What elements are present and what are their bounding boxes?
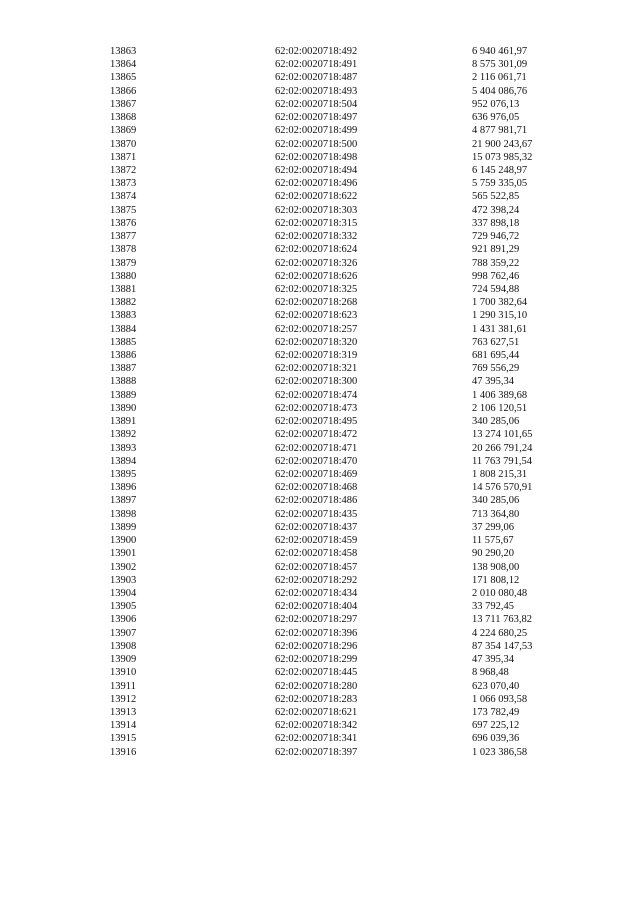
cadastral-value-cell: 90 290,20 [472, 548, 514, 560]
table-row [110, 138, 582, 151]
row-number-cell: 13892 [110, 429, 137, 441]
row-number-cell: 13864 [110, 59, 137, 71]
cadastral-value-cell: 681 695,44 [472, 350, 520, 362]
cadastral-value-cell: 729 946,72 [472, 231, 520, 243]
row-number-cell: 13868 [110, 112, 137, 124]
cadastral-value-cell: 15 073 985,32 [472, 151, 533, 163]
table-row [110, 111, 582, 124]
cadastral-number-cell: 62:02:0020718:332 [275, 231, 358, 243]
row-number-cell: 13879 [110, 257, 137, 269]
row-number-cell: 13895 [110, 469, 137, 480]
table-row [110, 587, 582, 600]
cadastral-value-cell: 1 066 093,58 [472, 693, 528, 705]
row-number-cell: 13908 [110, 640, 137, 652]
table-row [110, 547, 582, 560]
row-number-cell: 13887 [110, 363, 137, 375]
cadastral-value-cell: 4 224 680,25 [472, 627, 528, 639]
row-number-cell: 13882 [110, 297, 137, 309]
cadastral-value-table [110, 45, 582, 759]
cadastral-value-cell: 1 808 215,31 [472, 469, 528, 480]
table-row [110, 455, 582, 468]
table-row [110, 349, 582, 362]
cadastral-number-cell: 62:02:0020718:435 [275, 508, 358, 520]
row-number-cell: 13898 [110, 508, 137, 520]
table-row [110, 481, 582, 494]
cadastral-value-cell: 11 575,67 [472, 535, 514, 547]
cadastral-number-cell: 62:02:0020718:292 [275, 574, 358, 586]
cadastral-number-cell: 62:02:0020718:434 [275, 587, 358, 599]
cadastral-number-cell: 62:02:0020718:397 [275, 746, 358, 758]
table-row [110, 561, 582, 574]
row-number-cell: 13880 [110, 270, 137, 282]
cadastral-value-cell: 20 266 791,24 [472, 442, 533, 454]
table-row [110, 574, 582, 587]
table-row [110, 389, 582, 402]
cadastral-number-cell: 62:02:0020718:280 [275, 680, 358, 692]
cadastral-number-cell: 62:02:0020718:319 [275, 350, 358, 362]
cadastral-value-cell: 952 076,13 [472, 98, 520, 110]
table-row [110, 270, 582, 283]
cadastral-number-cell: 62:02:0020718:623 [275, 310, 358, 322]
table-row [110, 283, 582, 296]
cadastral-number-cell: 62:02:0020718:341 [275, 733, 358, 745]
row-number-cell: 13894 [110, 455, 137, 467]
table-row [110, 336, 582, 349]
cadastral-value-cell: 763 627,51 [472, 336, 520, 348]
cadastral-number-cell: 62:02:0020718:486 [275, 495, 358, 507]
table-row [110, 653, 582, 666]
table-row [110, 402, 582, 415]
table-row [110, 521, 582, 534]
row-number-cell: 13888 [110, 376, 137, 388]
cadastral-number-cell: 62:02:0020718:315 [275, 217, 358, 229]
cadastral-number-cell: 62:02:0020718:495 [275, 416, 358, 428]
cadastral-value-cell: 5 759 335,05 [472, 178, 528, 190]
row-number-cell: 13876 [110, 217, 137, 229]
row-number-cell: 13905 [110, 601, 137, 613]
table-row [110, 71, 582, 84]
cadastral-number-cell: 62:02:0020718:499 [275, 125, 358, 137]
row-number-cell: 13899 [110, 521, 137, 533]
cadastral-value-cell: 11 763 791,54 [472, 455, 532, 467]
cadastral-number-cell: 62:02:0020718:471 [275, 442, 358, 454]
row-number-cell: 13893 [110, 442, 137, 454]
table-body [110, 45, 582, 759]
cadastral-value-cell: 1 700 382,64 [472, 297, 528, 309]
cadastral-value-cell: 1 406 389,68 [472, 389, 528, 401]
cadastral-value-cell: 21 900 243,67 [472, 138, 533, 150]
cadastral-number-cell: 62:02:0020718:624 [275, 244, 358, 256]
cadastral-number-cell: 62:02:0020718:487 [275, 72, 358, 84]
cadastral-number-cell: 62:02:0020718:297 [275, 614, 358, 626]
cadastral-number-cell: 62:02:0020718:494 [275, 164, 358, 176]
row-number-cell: 13915 [110, 733, 137, 745]
cadastral-number-cell: 62:02:0020718:459 [275, 535, 358, 547]
table-row [110, 706, 582, 719]
cadastral-number-cell: 62:02:0020718:626 [275, 270, 358, 282]
cadastral-value-cell: 788 359,22 [472, 257, 520, 269]
row-number-cell: 13911 [110, 680, 136, 692]
row-number-cell: 13890 [110, 402, 137, 414]
row-number-cell: 13906 [110, 614, 137, 626]
table-row [110, 362, 582, 375]
row-number-cell: 13889 [110, 389, 137, 401]
cadastral-value-cell: 33 792,45 [472, 601, 514, 613]
table-row [110, 296, 582, 309]
table-row [110, 746, 582, 759]
cadastral-number-cell: 62:02:0020718:342 [275, 720, 358, 732]
cadastral-value-cell: 769 556,29 [472, 363, 520, 375]
table-row [110, 98, 582, 111]
row-number-cell: 13871 [110, 151, 137, 163]
row-number-cell: 13885 [110, 336, 137, 348]
table-row [110, 600, 582, 613]
cadastral-number-cell: 62:02:0020718:493 [275, 85, 358, 97]
row-number-cell: 13863 [110, 46, 137, 57]
row-number-cell: 13866 [110, 85, 137, 97]
cadastral-value-cell: 13 274 101,65 [472, 429, 533, 441]
cadastral-value-cell: 1 431 381,61 [472, 323, 528, 335]
cadastral-value-cell: 47 395,34 [472, 654, 514, 666]
cadastral-number-cell: 62:02:0020718:437 [275, 521, 358, 533]
cadastral-value-cell: 6 940 461,97 [472, 46, 528, 57]
table-row [110, 309, 582, 322]
cadastral-value-cell: 6 145 248,97 [472, 164, 528, 176]
table-row [110, 58, 582, 71]
table-row [110, 151, 582, 164]
cadastral-value-cell: 713 364,80 [472, 508, 520, 520]
table-row [110, 508, 582, 521]
cadastral-value-cell: 8 968,48 [472, 667, 509, 679]
row-number-cell: 13891 [110, 416, 137, 428]
row-number-cell: 13913 [110, 706, 137, 718]
table-row [110, 732, 582, 745]
table-row [110, 164, 582, 177]
cadastral-value-cell: 724 594,88 [472, 283, 520, 295]
cadastral-value-cell: 2 010 080,48 [472, 587, 528, 599]
row-number-cell: 13916 [110, 746, 137, 758]
cadastral-value-cell: 998 762,46 [472, 270, 520, 282]
cadastral-number-cell: 62:02:0020718:457 [275, 561, 358, 573]
table-row [110, 190, 582, 203]
cadastral-value-cell: 636 976,05 [472, 112, 520, 124]
row-number-cell: 13869 [110, 125, 137, 137]
table-row [110, 375, 582, 388]
cadastral-number-cell: 62:02:0020718:300 [275, 376, 358, 388]
cadastral-number-cell: 62:02:0020718:500 [275, 138, 358, 150]
cadastral-value-cell: 87 354 147,53 [472, 640, 533, 652]
row-number-cell: 13896 [110, 482, 137, 494]
row-number-cell: 13870 [110, 138, 137, 150]
table-row [110, 613, 582, 626]
row-number-cell: 13875 [110, 204, 137, 216]
cadastral-value-cell: 173 782,49 [472, 706, 520, 718]
table-row [110, 680, 582, 693]
cadastral-number-cell: 62:02:0020718:492 [275, 46, 358, 57]
cadastral-value-cell: 171 808,12 [472, 574, 520, 586]
cadastral-value-cell: 565 522,85 [472, 191, 520, 203]
table-row [110, 534, 582, 547]
cadastral-number-cell: 62:02:0020718:498 [275, 151, 358, 163]
cadastral-value-cell: 1 290 315,10 [472, 310, 528, 322]
cadastral-number-cell: 62:02:0020718:268 [275, 297, 358, 309]
table-row [110, 85, 582, 98]
row-number-cell: 13907 [110, 627, 137, 639]
table-row [110, 442, 582, 455]
cadastral-number-cell: 62:02:0020718:470 [275, 455, 358, 467]
cadastral-number-cell: 62:02:0020718:325 [275, 283, 358, 295]
row-number-cell: 13901 [110, 548, 137, 560]
table-row [110, 217, 582, 230]
row-number-cell: 13873 [110, 178, 137, 190]
row-number-cell: 13878 [110, 244, 137, 256]
cadastral-value-cell: 4 877 981,71 [472, 125, 528, 137]
cadastral-number-cell: 62:02:0020718:283 [275, 693, 358, 705]
cadastral-value-cell: 697 225,12 [472, 720, 520, 732]
row-number-cell: 13872 [110, 164, 137, 176]
table-row [110, 428, 582, 441]
cadastral-number-cell: 62:02:0020718:504 [275, 98, 358, 110]
cadastral-number-cell: 62:02:0020718:472 [275, 429, 358, 441]
row-number-cell: 13903 [110, 574, 137, 586]
row-number-cell: 13904 [110, 587, 137, 599]
row-number-cell: 13883 [110, 310, 137, 322]
row-number-cell: 13874 [110, 191, 137, 203]
cadastral-number-cell: 62:02:0020718:622 [275, 191, 358, 203]
cadastral-value-cell: 8 575 301,09 [472, 59, 528, 71]
row-number-cell: 13897 [110, 495, 137, 507]
cadastral-number-cell: 62:02:0020718:404 [275, 601, 358, 613]
table-row [110, 230, 582, 243]
table-row [110, 640, 582, 653]
table-row [110, 124, 582, 137]
cadastral-number-cell: 62:02:0020718:257 [275, 323, 358, 335]
table-row [110, 243, 582, 256]
table-row [110, 666, 582, 679]
cadastral-number-cell: 62:02:0020718:299 [275, 654, 358, 666]
row-number-cell: 13881 [110, 283, 137, 295]
row-number-cell: 13912 [110, 693, 137, 705]
cadastral-value-cell: 1 023 386,58 [472, 746, 528, 758]
cadastral-number-cell: 62:02:0020718:621 [275, 706, 358, 718]
cadastral-value-cell: 696 039,36 [472, 733, 520, 745]
table-row [110, 627, 582, 640]
cadastral-value-cell: 13 711 763,82 [472, 614, 532, 626]
cadastral-number-cell: 62:02:0020718:320 [275, 336, 358, 348]
cadastral-value-cell: 2 116 061,71 [472, 72, 527, 84]
table-row [110, 415, 582, 428]
cadastral-value-cell: 138 908,00 [472, 561, 520, 573]
row-number-cell: 13865 [110, 72, 137, 84]
cadastral-value-cell: 5 404 086,76 [472, 85, 528, 97]
cadastral-value-cell: 37 299,06 [472, 521, 514, 533]
table-row [110, 468, 582, 481]
row-number-cell: 13914 [110, 720, 137, 732]
row-number-cell: 13909 [110, 654, 137, 666]
cadastral-value-cell: 2 106 120,51 [472, 402, 528, 414]
table-row [110, 177, 582, 190]
cadastral-number-cell: 62:02:0020718:474 [275, 389, 358, 401]
cadastral-value-cell: 340 285,06 [472, 495, 520, 507]
cadastral-number-cell: 62:02:0020718:497 [275, 112, 358, 124]
row-number-cell: 13877 [110, 231, 137, 243]
cadastral-number-cell: 62:02:0020718:469 [275, 469, 358, 480]
row-number-cell: 13902 [110, 561, 137, 573]
cadastral-number-cell: 62:02:0020718:396 [275, 627, 358, 639]
row-number-cell: 13884 [110, 323, 137, 335]
cadastral-value-cell: 47 395,34 [472, 376, 514, 388]
cadastral-number-cell: 62:02:0020718:296 [275, 640, 358, 652]
cadastral-number-cell: 62:02:0020718:326 [275, 257, 358, 269]
table-row [110, 719, 582, 732]
row-number-cell: 13886 [110, 350, 137, 362]
row-number-cell: 13900 [110, 535, 137, 547]
cadastral-value-cell: 14 576 570,91 [472, 482, 533, 494]
table-row [110, 494, 582, 507]
table-row [110, 45, 582, 58]
cadastral-value-cell: 472 398,24 [472, 204, 520, 216]
cadastral-number-cell: 62:02:0020718:468 [275, 482, 358, 494]
row-number-cell: 13867 [110, 98, 137, 110]
table-row [110, 257, 582, 270]
row-number-cell: 13910 [110, 667, 137, 679]
cadastral-value-cell: 337 898,18 [472, 217, 520, 229]
cadastral-number-cell: 62:02:0020718:473 [275, 402, 358, 414]
cadastral-number-cell: 62:02:0020718:303 [275, 204, 358, 216]
cadastral-value-cell: 623 070,40 [472, 680, 520, 692]
cadastral-number-cell: 62:02:0020718:458 [275, 548, 358, 560]
cadastral-number-cell: 62:02:0020718:445 [275, 667, 358, 679]
cadastral-number-cell: 62:02:0020718:491 [275, 59, 358, 71]
cadastral-number-cell: 62:02:0020718:321 [275, 363, 358, 375]
cadastral-value-cell: 921 891,29 [472, 244, 520, 256]
table-row [110, 323, 582, 336]
cadastral-value-cell: 340 285,06 [472, 416, 520, 428]
table-row [110, 204, 582, 217]
table-row [110, 693, 582, 706]
cadastral-number-cell: 62:02:0020718:496 [275, 178, 358, 190]
